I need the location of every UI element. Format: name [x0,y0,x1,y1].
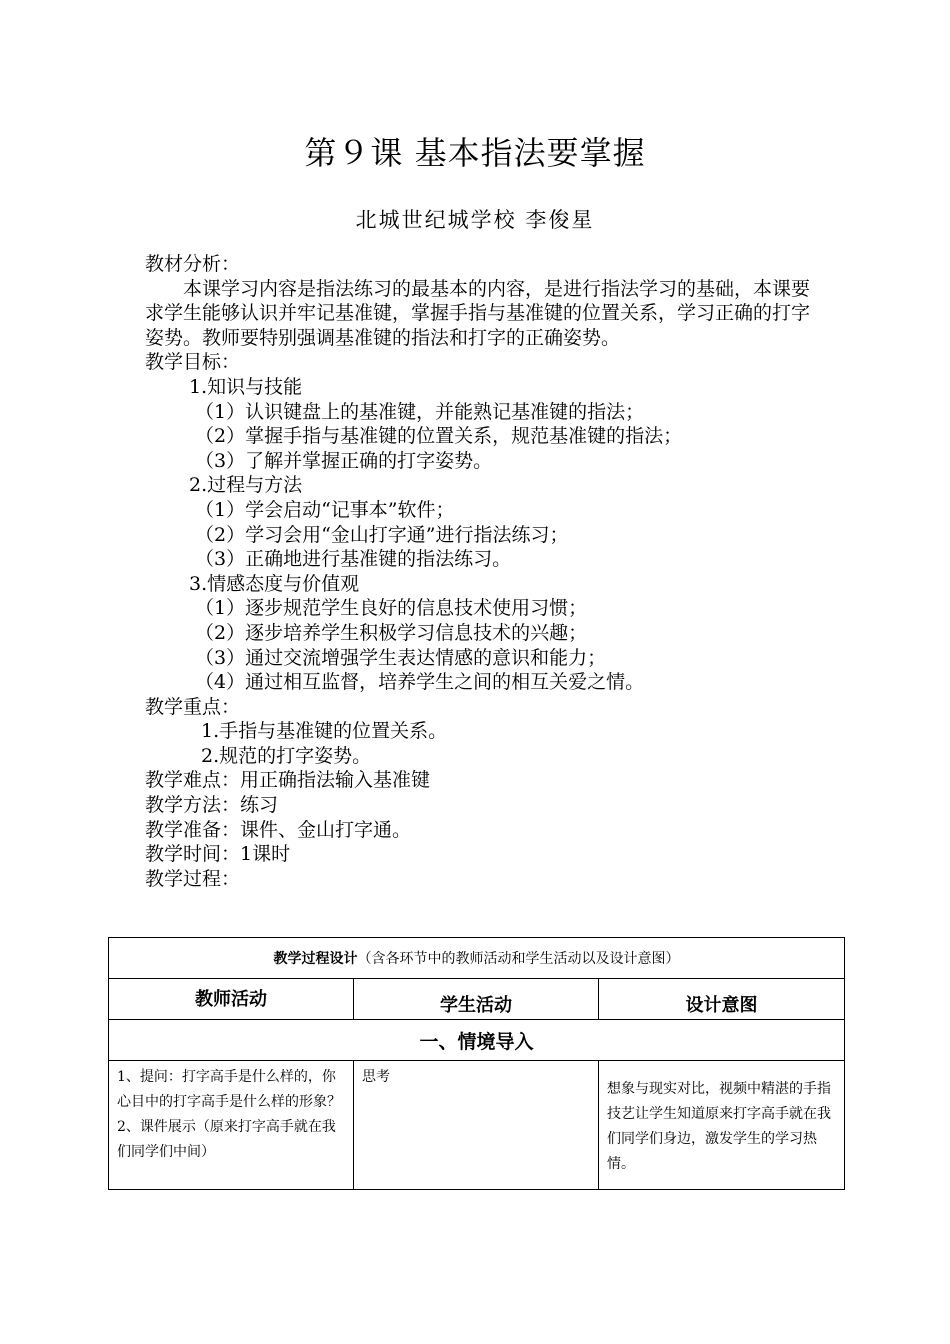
preparation-line: 教学准备：课件、金山打字通。 [145,818,412,841]
objective-item: （3）了解并掌握正确的打字姿势。 [195,449,493,472]
objective-group-title: 2.过程与方法 [189,474,303,497]
process-table [108,937,845,1190]
teacher-activity-item: 2、课件展示（原来打字高手就在我们同学们中间） [117,1119,336,1160]
objective-item: （3）通过交流增强学生表达情感的意识和能力； [195,646,607,669]
objective-item: （2）学习会用“金山打字通”进行指法练习； [195,523,569,546]
objective-item: （4）通过相互监督，培养学生之间的相互关爱之情。 [195,671,645,694]
student-activity-cell [354,1061,599,1190]
objective-group-title: 3.情感态度与价值观 [189,572,360,595]
header-design-intent: 设计意图 [599,979,845,1020]
objective-item: （1）学会启动“记事本”软件； [195,498,455,521]
table-caption-title: 教学过程设计 [273,951,358,967]
process-heading: 教学过程： [145,867,241,890]
teacher-activity-item: 1、提问：打字高手是什么样的，你心目中的打字高手是什么样的形象？ [117,1069,341,1110]
key-point-item: 2.规范的打字姿势。 [201,744,372,767]
objective-item: （1）逐步规范学生良好的信息技术使用习惯； [195,597,588,620]
key-point-item: 1.手指与基准键的位置关系。 [201,720,448,743]
header-student-activity: 学生活动 [354,979,599,1020]
analysis-heading: 教材分析： [145,253,241,275]
method-line: 教学方法：练习 [145,794,279,817]
objective-item: （2）逐步培养学生积极学习信息技术的兴趣； [195,621,588,644]
student-activity-text: 思考 [362,1069,390,1085]
design-intent-cell [599,1061,845,1190]
objective-item: （1）认识键盘上的基准键，并能熟记基准键的指法； [195,400,645,423]
design-intent-text: 想象与现实对比，视频中精湛的手指技艺让学生知道原来打字高手就在我们同学们身边，激发学生的学习热情。 [607,1081,831,1172]
key-points-heading: 教学重点： [145,695,241,718]
objectives-heading: 教学目标： [145,351,241,374]
objective-item: （3）正确地进行基准键的指法练习。 [195,548,512,571]
author-line: 北城世纪城学校 李俊星 [355,208,595,232]
section-title: 一、情境导入 [109,1020,845,1061]
table-caption-note: （含各环节中的教师活动和学生活动以及设计意图） [357,951,680,967]
difficulty-line: 教学难点：用正确指法输入基准键 [145,769,431,792]
header-teacher-activity: 教师活动 [109,979,354,1020]
objective-group-title: 1.知识与技能 [189,375,303,398]
page-title: 第９课 基本指法要掌握 [304,134,646,172]
lesson-body [145,252,810,891]
time-line: 教学时间：1课时 [145,843,291,866]
objective-item: （2）掌握手指与基准键的位置关系，规范基准键的指法； [195,425,683,448]
table-caption [109,938,845,979]
analysis-paragraph: 本课学习内容是指法练习的最基本的内容，是进行指法学习的基础，本课要求学生能够认识并牢记基准键，掌握手指与基准键的位置关系，学习正确的打字姿势。教师要特别强调基准键的指法和打字的正确姿势。 [145,277,811,349]
teacher-activity-cell [109,1061,354,1190]
